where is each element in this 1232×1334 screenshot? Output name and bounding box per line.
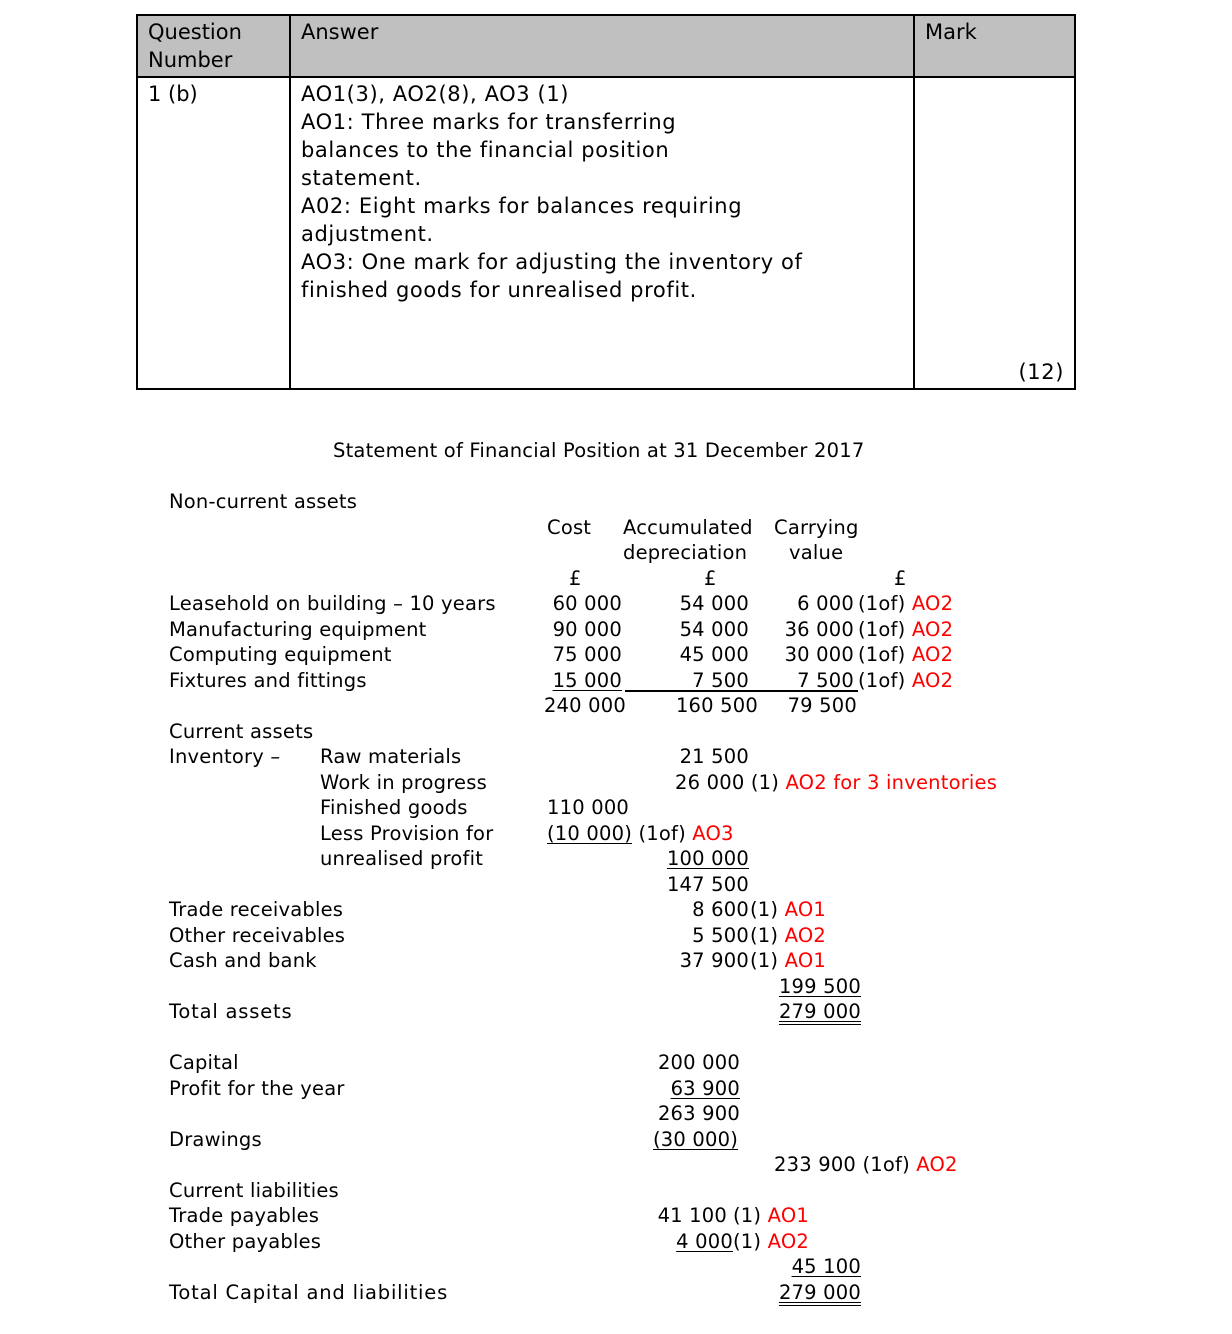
total-capital-liabilities-label: Total Capital and liabilities bbox=[169, 1281, 449, 1304]
mark-note: (1) bbox=[733, 1204, 762, 1227]
cost-value: 15 000 bbox=[552, 669, 622, 692]
ao-tag: AO2 bbox=[911, 592, 954, 615]
header-question-l1: Question bbox=[148, 20, 242, 44]
other-payables-label: Other payables bbox=[169, 1230, 322, 1253]
other-payables-value: 4 000 bbox=[676, 1230, 733, 1253]
trade-receivables-label: Trade receivables bbox=[169, 898, 344, 921]
mark-total: (12) bbox=[1018, 360, 1064, 384]
header-mark: Mark bbox=[914, 15, 1075, 77]
col-cost: Cost bbox=[547, 516, 592, 539]
cell-answer bbox=[290, 77, 914, 389]
cost-value: 90 000 bbox=[552, 618, 622, 641]
col-acc-dep-l1: Accumulated bbox=[623, 516, 753, 539]
capital-label: Capital bbox=[169, 1051, 239, 1074]
mark-note: (1) bbox=[750, 771, 780, 794]
header-question-number bbox=[137, 15, 290, 77]
non-current-heading: Non-current assets bbox=[169, 490, 358, 513]
cash-label: Cash and bank bbox=[169, 949, 317, 972]
cash-value: 37 900 bbox=[679, 949, 749, 972]
raw-materials-value: 21 500 bbox=[679, 745, 749, 768]
other-receivables-label: Other receivables bbox=[169, 924, 346, 947]
capital-net-value: 233 900 bbox=[774, 1153, 857, 1176]
current-liabilities-heading: Current liabilities bbox=[169, 1179, 339, 1202]
row-label: Manufacturing equipment bbox=[169, 618, 427, 641]
ao-tag: AO2 bbox=[784, 924, 826, 947]
current-assets-total: 199 500 bbox=[778, 975, 861, 998]
row-label: Leasehold on building – 10 years bbox=[169, 592, 496, 615]
currency-cv: £ bbox=[894, 567, 907, 590]
dep-value: 54 000 bbox=[679, 592, 749, 615]
answer-line: AO1(3), AO2(8), AO3 (1) bbox=[301, 82, 570, 106]
currency-cost: £ bbox=[569, 567, 582, 590]
provision-label-l2: unrealised profit bbox=[320, 847, 484, 870]
mark-note: (1of) bbox=[858, 643, 906, 666]
trade-receivables-value: 8 600 bbox=[692, 898, 749, 921]
total-assets-value: 279 000 bbox=[778, 1000, 861, 1023]
answer-line: A02: Eight marks for balances requiring bbox=[301, 194, 743, 218]
mark-note: (1of) bbox=[638, 822, 686, 845]
answer-line: statement. bbox=[301, 166, 422, 190]
col-carrying-l2: value bbox=[789, 541, 844, 564]
dep-total: 160 500 bbox=[675, 694, 758, 717]
ao-tag: AO2 bbox=[911, 669, 954, 692]
mark-note: (1) bbox=[733, 1230, 762, 1253]
answer-line: AO3: One mark for adjusting the inventory of bbox=[301, 250, 803, 274]
mark-note: (1of) bbox=[862, 1153, 910, 1176]
capital-subtotal: 263 900 bbox=[657, 1102, 740, 1125]
raw-materials-label: Raw materials bbox=[320, 745, 462, 768]
cv-value: 30 000 bbox=[784, 643, 854, 666]
inventory-label: Inventory – bbox=[169, 745, 281, 768]
mark-note: (1) bbox=[750, 924, 779, 947]
total-capital-liabilities-value: 279 000 bbox=[778, 1281, 861, 1304]
current-assets-heading: Current assets bbox=[169, 720, 314, 743]
drawings-label: Drawings bbox=[169, 1128, 262, 1151]
answer-line: balances to the financial position bbox=[301, 138, 670, 162]
wip-value: 26 000 bbox=[675, 771, 745, 794]
inventory-total: 147 500 bbox=[666, 873, 749, 896]
dep-value: 45 000 bbox=[679, 643, 749, 666]
mark-note: (1of) bbox=[858, 592, 906, 615]
ao-tag: AO2 bbox=[911, 643, 954, 666]
table-header-row bbox=[137, 15, 1075, 77]
row-label: Computing equipment bbox=[169, 643, 392, 666]
drawings-value: (30 000) bbox=[653, 1128, 739, 1151]
cell-question: 1 (b) bbox=[137, 77, 290, 389]
finished-goods-label: Finished goods bbox=[320, 796, 468, 819]
currency-dep: £ bbox=[704, 567, 717, 590]
answer-line: AO1: Three marks for transferring bbox=[301, 110, 677, 134]
answer-line: adjustment. bbox=[301, 222, 434, 246]
mark-note: (1of) bbox=[858, 669, 906, 692]
ao-tag: AO2 bbox=[911, 618, 954, 641]
cost-total: 240 000 bbox=[543, 694, 626, 717]
mark-note: (1of) bbox=[858, 618, 906, 641]
ao-tag: AO2 bbox=[916, 1153, 958, 1176]
cv-total: 79 500 bbox=[787, 694, 857, 717]
cost-value: 60 000 bbox=[552, 592, 622, 615]
trade-payables-value: 41 100 bbox=[657, 1204, 727, 1227]
ao-tag: AO1 bbox=[784, 898, 826, 921]
ao-tag: AO1 bbox=[767, 1204, 809, 1227]
row-label: Fixtures and fittings bbox=[169, 669, 367, 692]
dep-value: 54 000 bbox=[679, 618, 749, 641]
total-assets-label: Total assets bbox=[169, 1000, 293, 1023]
statement-title: Statement of Financial Position at 31 December 2017 bbox=[333, 439, 865, 462]
cost-value: 75 000 bbox=[552, 643, 622, 666]
ao-tag: AO3 bbox=[692, 822, 734, 845]
trade-payables-label: Trade payables bbox=[169, 1204, 320, 1227]
wip-label: Work in progress bbox=[320, 771, 487, 794]
provision-label-l1: Less Provision for bbox=[320, 822, 494, 845]
profit-label: Profit for the year bbox=[169, 1077, 345, 1100]
provision-value: (10 000) bbox=[547, 822, 633, 845]
header-answer: Answer bbox=[290, 15, 914, 77]
current-liabilities-total: 45 100 bbox=[791, 1255, 861, 1278]
ao-tag: AO2 bbox=[767, 1230, 809, 1253]
cv-value: 7 500 bbox=[797, 669, 854, 692]
dep-value: 7 500 bbox=[692, 669, 749, 692]
finished-net-value: 100 000 bbox=[666, 847, 749, 870]
mark-note: (1) bbox=[750, 949, 779, 972]
finished-goods-value: 110 000 bbox=[547, 796, 630, 819]
answer-line: finished goods for unrealised profit. bbox=[301, 278, 697, 302]
table-row bbox=[137, 77, 1075, 389]
subtotal-underline bbox=[625, 690, 858, 692]
mark-scheme-table bbox=[136, 14, 1076, 390]
cv-value: 6 000 bbox=[797, 592, 854, 615]
mark-note: (1) bbox=[750, 898, 779, 921]
col-carrying-l1: Carrying bbox=[774, 516, 859, 539]
capital-value: 200 000 bbox=[657, 1051, 740, 1074]
ao-tag: AO1 bbox=[784, 949, 826, 972]
other-receivables-value: 5 500 bbox=[692, 924, 749, 947]
ao-tag: AO2 for 3 inventories bbox=[785, 771, 998, 794]
cv-value: 36 000 bbox=[784, 618, 854, 641]
header-question-l2: Number bbox=[148, 48, 233, 72]
cell-mark bbox=[914, 77, 1075, 389]
col-acc-dep-l2: depreciation bbox=[623, 541, 748, 564]
profit-value: 63 900 bbox=[670, 1077, 740, 1100]
